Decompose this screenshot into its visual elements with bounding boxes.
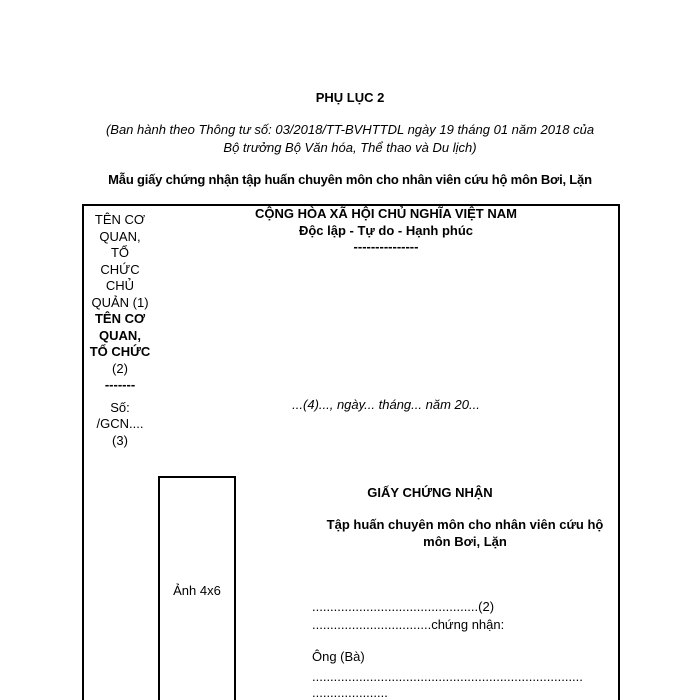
governing-body-line: QUAN, [99,228,141,244]
issued-note-line-2: Bộ trưởng Bộ Văn hóa, Thể thao và Du lịch) [223,140,477,155]
header-separator: --------------- [353,239,419,254]
appendix-title: PHỤ LỤC 2 [315,90,385,105]
recipient-label: Ông (Bà) [312,649,365,664]
recipient-fill-line-continued: ..................... [312,685,388,700]
form-title: Mẫu giấy chứng nhận tập huấn chuyên môn cho nhân viên cứu hộ môn Bơi, Lặn [108,172,592,187]
national-motto: Độc lập - Tự do - Hạnh phúc [298,222,474,238]
governing-body-line: QUẢN (1) [91,294,149,310]
certificate-subtitle-line-1: Tập huấn chuyên môn cho nhân viên cứu hộ [326,517,604,532]
recipient-fill-line: ........................................................................... [312,669,583,684]
photo-label: Ảnh 4x6 [173,583,221,598]
number-line: /GCN.... [96,416,144,431]
certificate-subtitle [300,516,630,550]
left-column [84,212,156,449]
number-line: Số: [110,399,130,415]
national-header [236,206,536,256]
certificate-title: GIẤY CHỨNG NHẬN [367,485,493,500]
nation-name: CỘNG HÒA XÃ HỘI CHỦ NGHĨA VIỆT NAM [255,206,517,221]
certifies-line: .................................chứng nhận: [312,617,505,632]
governing-body-line: TÊN CƠ [94,212,146,227]
organization-line: QUAN, [99,327,141,343]
number-line: (3) [112,432,128,448]
date-line: ...(4)..., ngày... tháng... năm 20... [292,397,480,412]
issued-note-line-1: (Ban hành theo Thông tư số: 03/2018/TT-BVHTTDL ngày 19 tháng 01 năm 2018 của [105,122,595,137]
certificate-subtitle-line-2: môn Bơi, Lặn [423,534,507,549]
organization-ref: (2) [112,360,128,376]
organization-line: TỔ CHỨC [89,344,151,359]
issuer-fill-line: ..............................................(2) [312,599,495,614]
governing-body-line: TỔ [110,245,130,260]
organization-line: TÊN CƠ [94,311,146,326]
left-separator: ------- [104,377,136,392]
governing-body-line: CHỦ [105,278,135,293]
governing-body-line: CHỨC [100,261,140,277]
issued-note [80,121,620,157]
